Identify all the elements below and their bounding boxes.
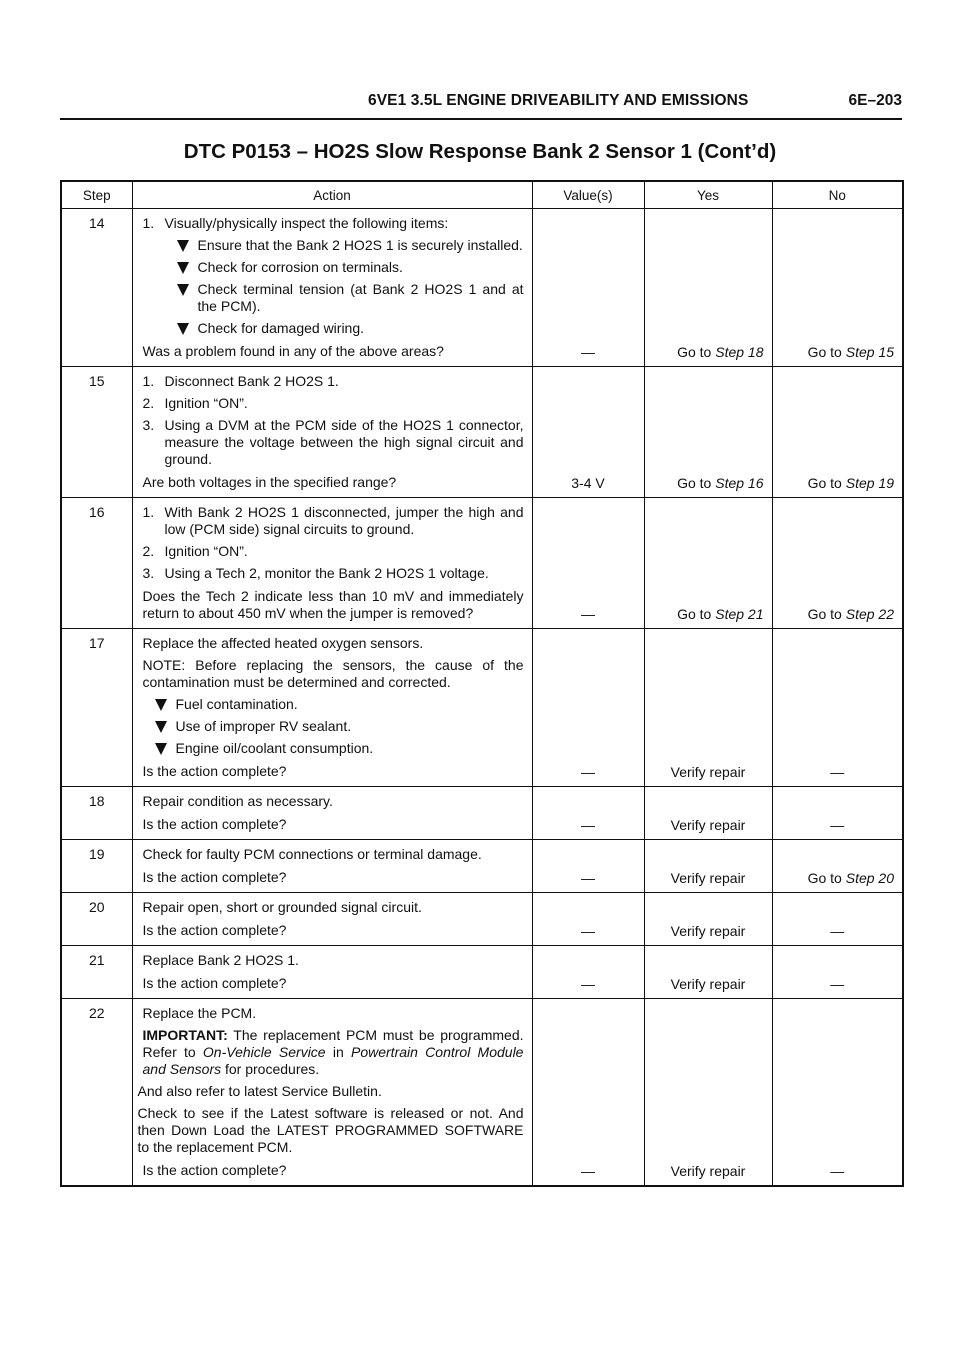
goto-text: Go to	[677, 606, 716, 622]
item-number: 2.	[142, 543, 155, 559]
document-title: DTC P0153 – HO2S Slow Response Bank 2 Sensor 1 (Cont’d)	[183, 140, 777, 163]
action-item: With Bank 2 HO2S 1 disconnected, jumper the high and low (PCM side) signal circuits to ground.	[164, 504, 524, 537]
page-number: 6E–203	[848, 92, 902, 109]
action-item: Visually/physically inspect the following items:	[164, 215, 449, 231]
question-text: Is the action complete?	[142, 869, 287, 885]
yes-cell: Verify repair	[644, 893, 772, 946]
yes-cell: Verify repair	[644, 999, 772, 1187]
item-number: 1.	[142, 373, 155, 389]
bullet-text: Engine oil/coolant consumption.	[175, 740, 374, 756]
step-reference: Step 20	[845, 870, 894, 886]
action-item: Using a DVM at the PCM side of the HO2S 1 connector, measure the voltage between the high signal circuit and ground.	[164, 417, 524, 467]
table-row	[61, 946, 903, 999]
triangle-bullet-icon	[177, 262, 189, 274]
manual-reference: Powertrain Control Module and Sensors	[142, 1044, 524, 1077]
table-row	[61, 787, 903, 840]
action-text: Repair open, short or grounded signal circuit.	[142, 899, 422, 915]
yes-cell	[644, 367, 772, 498]
step-number: 17	[61, 629, 132, 787]
item-number: 3.	[142, 565, 155, 581]
triangle-bullet-icon	[155, 721, 167, 733]
step-reference: Step 21	[715, 606, 764, 622]
important-label: IMPORTANT:	[142, 1027, 228, 1043]
action-text: Replace the PCM.	[142, 1005, 257, 1021]
action-cell	[132, 498, 532, 629]
note-text: The replacement PCM must be programmed. Refer to	[142, 1027, 524, 1060]
value-cell: —	[532, 893, 644, 946]
item-number: 1.	[142, 504, 155, 520]
action-item: Disconnect Bank 2 HO2S 1.	[164, 373, 339, 389]
table-row	[61, 629, 903, 787]
table-row	[61, 840, 903, 893]
step-number: 15	[61, 367, 132, 498]
triangle-bullet-icon	[177, 323, 189, 335]
step-number: 16	[61, 498, 132, 629]
action-item: Ignition “ON”.	[164, 543, 248, 559]
triangle-bullet-icon	[177, 240, 189, 252]
value-cell: —	[532, 629, 644, 787]
step-number: 18	[61, 787, 132, 840]
yes-cell: Verify repair	[644, 840, 772, 893]
triangle-bullet-icon	[155, 743, 167, 755]
question-text: Is the action complete?	[142, 763, 287, 779]
action-text: And also refer to latest Service Bulletin.	[137, 1083, 382, 1099]
action-cell	[132, 840, 532, 893]
question-text: Are both voltages in the specified range?	[142, 474, 397, 490]
yes-cell: Verify repair	[644, 629, 772, 787]
no-cell	[772, 498, 903, 629]
goto-text: Go to	[677, 475, 716, 491]
bullet-text: Fuel contamination.	[175, 696, 298, 712]
step-reference: Step 18	[715, 344, 764, 360]
question-text: Is the action complete?	[142, 922, 287, 938]
col-header-values: Value(s)	[532, 181, 644, 209]
goto-text: Go to	[677, 344, 716, 360]
page-header	[60, 86, 902, 120]
table-row	[61, 893, 903, 946]
important-note	[143, 1027, 524, 1078]
question-text: Does the Tech 2 indicate less than 10 mV and immediately return to about 450 mV when the jumper is removed?	[142, 588, 524, 621]
action-cell	[132, 787, 532, 840]
no-cell	[772, 367, 903, 498]
manual-reference: On-Vehicle Service	[202, 1044, 326, 1060]
action-text: Check to see if the Latest software is released or not. And then Down Load the LATEST PROGRAMMED SOFTWARE to the replacement PCM.	[137, 1105, 524, 1155]
value-cell: —	[532, 787, 644, 840]
col-header-step: Step	[61, 181, 132, 209]
item-number: 1.	[142, 215, 155, 231]
goto-text: Go to	[807, 606, 846, 622]
step-reference: Step 15	[845, 344, 894, 360]
bullet-text: Ensure that the Bank 2 HO2S 1 is securely installed.	[197, 237, 523, 253]
table-row	[61, 999, 903, 1187]
step-number: 21	[61, 946, 132, 999]
bullet-text: Use of improper RV sealant.	[175, 718, 352, 734]
table-row	[61, 209, 903, 367]
no-cell: —	[772, 787, 903, 840]
action-cell	[132, 999, 532, 1187]
action-item: Ignition “ON”.	[164, 395, 248, 411]
no-cell: —	[772, 999, 903, 1187]
value-cell: 3-4 V	[532, 367, 644, 498]
value-cell: —	[532, 840, 644, 893]
action-text: Replace the affected heated oxygen sensors.	[142, 635, 424, 651]
action-text: Check for faulty PCM connections or terminal damage.	[142, 846, 482, 862]
step-number: 14	[61, 209, 132, 367]
manual-section-title: 6VE1 3.5L ENGINE DRIVEABILITY AND EMISSIONS	[368, 92, 749, 109]
note-text: in	[325, 1044, 351, 1060]
value-cell: —	[532, 498, 644, 629]
no-cell: —	[772, 946, 903, 999]
bullet-text: Check terminal tension (at Bank 2 HO2S 1 and at the PCM).	[197, 281, 524, 314]
yes-cell	[644, 209, 772, 367]
item-number: 3.	[142, 417, 155, 433]
value-cell: —	[532, 946, 644, 999]
action-cell	[132, 893, 532, 946]
question-text: Was a problem found in any of the above areas?	[142, 343, 444, 359]
col-header-no: No	[772, 181, 903, 209]
no-cell	[772, 209, 903, 367]
question-text: Is the action complete?	[142, 975, 287, 991]
action-cell	[132, 209, 532, 367]
diagnostic-table	[60, 180, 904, 1187]
action-cell	[132, 946, 532, 999]
bullet-text: Check for damaged wiring.	[197, 320, 365, 336]
action-item: Using a Tech 2, monitor the Bank 2 HO2S 1 voltage.	[164, 565, 489, 581]
no-cell: —	[772, 629, 903, 787]
step-reference: Step 16	[715, 475, 764, 491]
no-cell	[772, 840, 903, 893]
action-cell	[132, 367, 532, 498]
table-row	[61, 498, 903, 629]
col-header-yes: Yes	[644, 181, 772, 209]
yes-cell	[644, 498, 772, 629]
bullet-text: Check for corrosion on terminals.	[197, 259, 403, 275]
note-text: for procedures.	[221, 1061, 320, 1077]
yes-cell: Verify repair	[644, 787, 772, 840]
goto-text: Go to	[807, 475, 846, 491]
no-cell: —	[772, 893, 903, 946]
question-text: Is the action complete?	[142, 1162, 287, 1178]
table-row	[61, 367, 903, 498]
note-text: NOTE: Before replacing the sensors, the cause of the contamination must be determined and corrected.	[142, 657, 524, 690]
yes-cell: Verify repair	[644, 946, 772, 999]
step-number: 20	[61, 893, 132, 946]
goto-text: Go to	[807, 344, 846, 360]
step-reference: Step 19	[845, 475, 894, 491]
step-number: 19	[61, 840, 132, 893]
question-text: Is the action complete?	[142, 816, 287, 832]
action-cell	[132, 629, 532, 787]
item-number: 2.	[142, 395, 155, 411]
value-cell: —	[532, 209, 644, 367]
step-reference: Step 22	[845, 606, 894, 622]
action-text: Repair condition as necessary.	[142, 793, 333, 809]
col-header-action: Action	[132, 181, 532, 209]
triangle-bullet-icon	[155, 699, 167, 711]
action-text: Replace Bank 2 HO2S 1.	[142, 952, 299, 968]
step-number: 22	[61, 999, 132, 1187]
table-header-row	[61, 181, 903, 209]
triangle-bullet-icon	[177, 284, 189, 296]
goto-text: Go to	[807, 870, 846, 886]
value-cell: —	[532, 999, 644, 1187]
